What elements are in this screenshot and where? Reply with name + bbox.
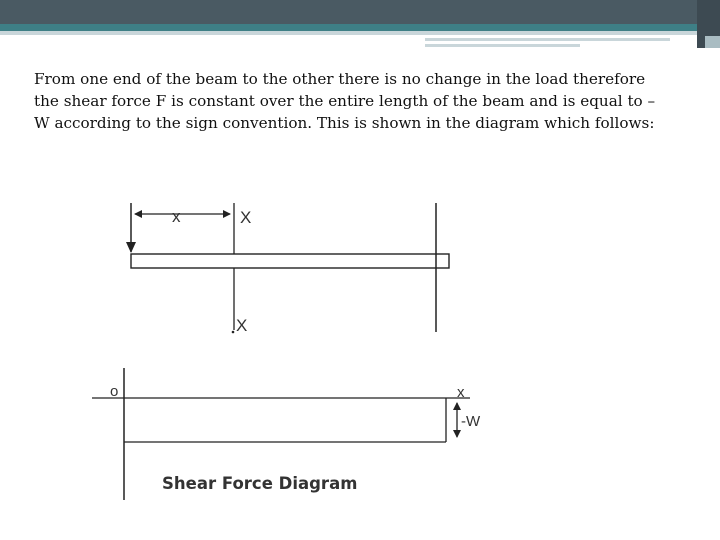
body-line-1: From one end of the beam to the other there is no change in the load therefore [34, 70, 646, 88]
shear-force-diagram [92, 368, 481, 500]
beam [131, 254, 449, 268]
distance-label: x [172, 207, 181, 226]
section-label-bottom: X [236, 316, 248, 335]
sfd-title: Shear Force Diagram [162, 474, 358, 493]
sfd-value-label: -W [461, 413, 481, 430]
section-label-top: X [240, 208, 252, 227]
section-tick-dot [232, 331, 235, 334]
body-line-2: the shear force F is constant over the entire length of the beam and is equal to – [34, 92, 656, 110]
body-line-3: W according to the sign convention. This is shown in the diagram which follows: [34, 114, 655, 132]
sfd-origin-label: o [110, 383, 119, 400]
sfd-end-label: x [457, 384, 465, 401]
load-arrow-head [126, 242, 136, 253]
beam-diagram [126, 203, 449, 335]
